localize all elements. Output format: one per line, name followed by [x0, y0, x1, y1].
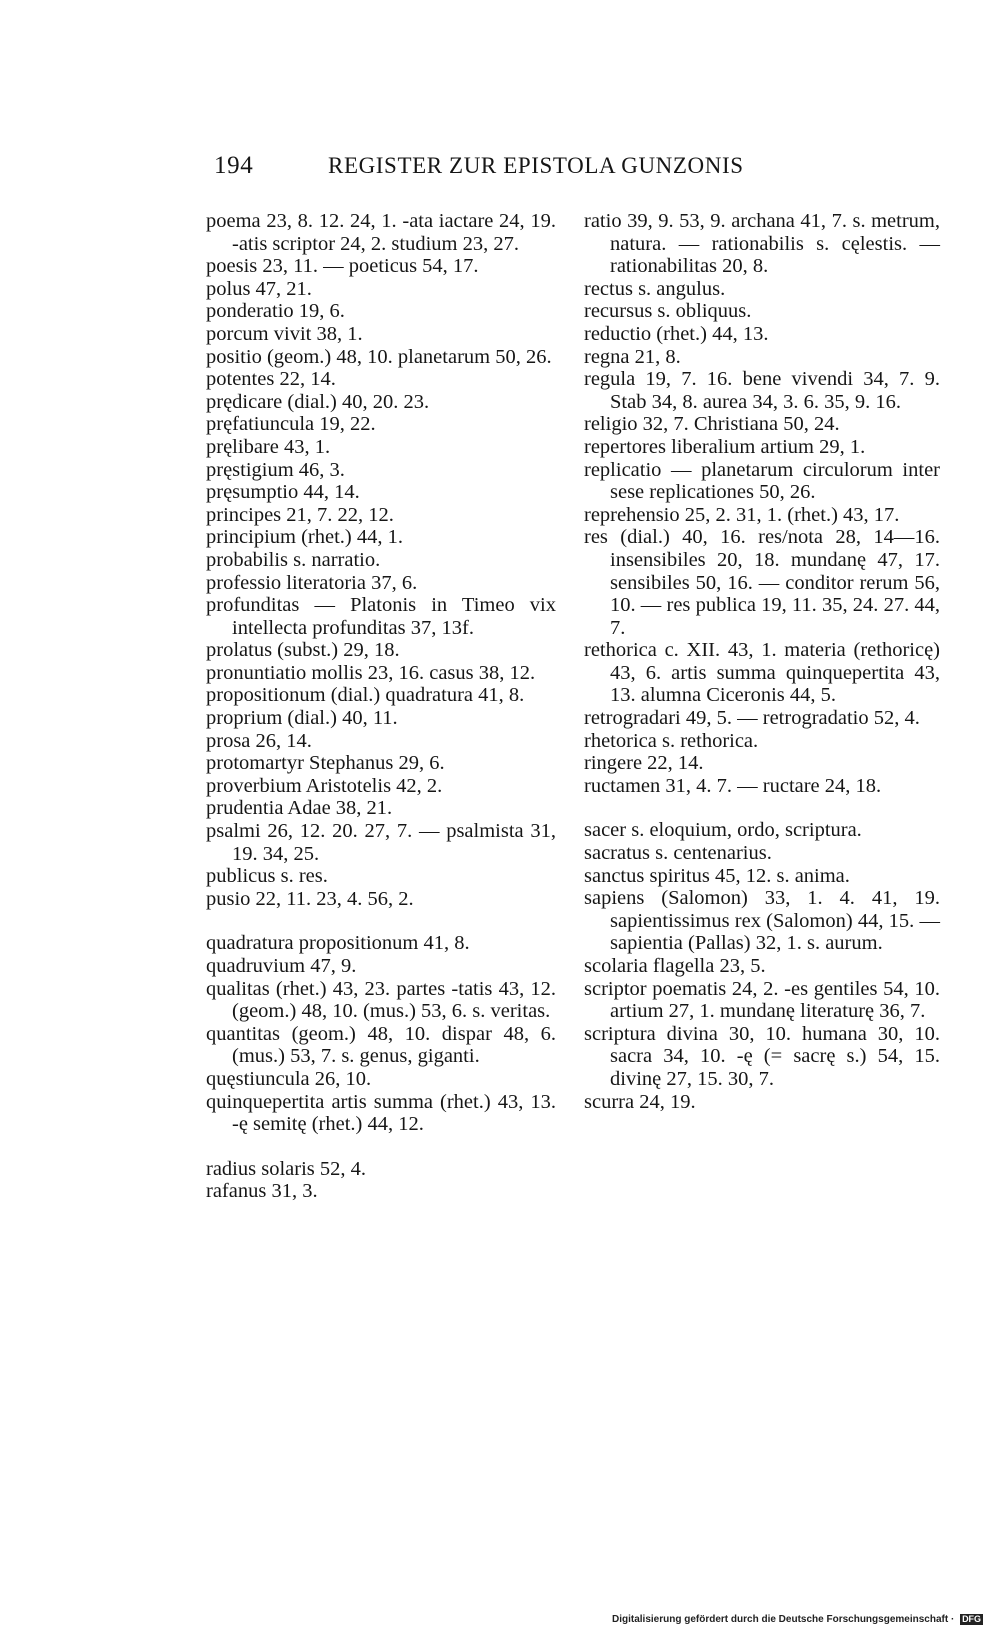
index-entry: sapiens (Salomon) 33, 1. 4. 41, 19. sapientissimus rex (Salomon) 44, 15. — sapientia (Pallas) 32, 1. s. aurum. [584, 887, 940, 955]
index-entry: scolaria flagella 23, 5. [584, 955, 766, 977]
index-entry: res (dial.) 40, 16. res/nota 28, 14—16. insensibiles 20, 18. mundanę 47, 17. sensibiles 50, 16. — conditor rerum 56, 10. — res publica 19, 11. 35, 24. 27. 44, 7. [584, 526, 940, 639]
index-entry: publicus s. res. [206, 865, 328, 888]
index-entry: pręfatiuncula 19, 22. [206, 413, 376, 436]
index-entry: retrogradari 49, 5. — retrogradatio 52, 4. [584, 707, 920, 730]
index-entry: principium (rhet.) 44, 1. [206, 526, 403, 549]
index-entry: protomartyr Stephanus 29, 6. [206, 752, 445, 775]
index-entry: principes 21, 7. 22, 12. [206, 503, 394, 526]
index-entry: quęstiuncula 26, 10. [206, 1067, 372, 1090]
index-entry: regula 19, 7. 16. bene vivendi 34, 7. 9. Stab 34, 8. aurea 34, 3. 6. 35, 9. 16. [584, 368, 940, 413]
index-entry: rectus s. angulus. [584, 277, 726, 300]
index-entry: ructamen 31, 4. 7. — ructare 24, 18. [584, 774, 882, 797]
index-entry: proverbium Aristotelis 42, 2. [206, 774, 443, 797]
index-entry: prędicare (dial.) 40, 20. 23. [206, 390, 430, 413]
index-entry: ponderatio 19, 6. [206, 300, 345, 323]
index-entry: poema 23, 8. 12. 24, 1. -ata iactare 24, 19. -atis scriptor 24, 2. studium 23, 27. [206, 210, 556, 255]
index-entry: profunditas — Platonis in Timeo vix intellecta profunditas 37, 13f. [206, 594, 556, 639]
index-entry: polus 47, 21. [206, 277, 312, 300]
index-entry: pręstigium 46, 3. [206, 458, 345, 481]
index-entry: prolatus (subst.) 29, 18. [206, 639, 400, 662]
index-entry: pręlibare 43, 1. [206, 435, 331, 458]
index-entry: radius solaris 52, 4. [206, 1157, 366, 1180]
index-entry: quantitas (geom.) 48, 10. dispar 48, 6. (mus.) 53, 7. s. genus, giganti. [206, 1022, 556, 1068]
index-entry: repertores liberalium artium 29, 1. [584, 435, 866, 458]
index-entry: pronuntiatio mollis 23, 16. casus 38, 12. [206, 661, 536, 684]
section-gap [584, 797, 940, 819]
index-entry: sanctus spiritus 45, 12. s. anima. [584, 864, 850, 887]
index-entry: prosa 26, 14. [206, 729, 312, 752]
page-number: 194 [214, 152, 254, 179]
index-entry: quadratura propositionum 41, 8. [206, 932, 470, 955]
index-entry: religio 32, 7. Christiana 50, 24. [584, 413, 840, 436]
index-entry: poesis 23, 11. — poeticus 54, 17. [206, 255, 479, 278]
index-entry: scriptor poematis 24, 2. -es gentiles 54, 10. artium 27, 1. mundanę literaturę 36, 7. [584, 977, 940, 1023]
index-entry: propositionum (dial.) quadratura 41, 8. [206, 684, 525, 707]
index-entry: quinquepertita artis summa (rhet.) 43, 13. -ę semitę (rhet.) 44, 12. [206, 1090, 556, 1136]
index-entry: reprehensio 25, 2. 31, 1. (rhet.) 43, 17. [584, 503, 900, 526]
index-entry: prudentia Adae 38, 21. [206, 797, 393, 820]
index-entry: replicatio — planetarum circulorum inter sese replicationes 50, 26. [584, 458, 940, 504]
section-gap [206, 910, 556, 932]
index-entry: scurra 24, 19. [584, 1090, 696, 1113]
index-entry: sacratus s. centenarius. [584, 842, 772, 865]
index-entry: positio (geom.) 48, 10. planetarum 50, 26. [206, 345, 552, 368]
index-column-right [584, 210, 940, 1113]
index-entry: psalmi 26, 12. 20. 27, 7. — psalmista 31, 19. 34, 25. [206, 820, 556, 865]
index-entry: probabilis s. narratio. [206, 548, 381, 571]
index-entry: qualitas (rhet.) 43, 23. partes -tatis 43, 12. (geom.) 48, 10. (mus.) 53, 6. s. veritas. [206, 977, 556, 1023]
index-entry: sacer s. eloquium, ordo, scriptura. [584, 819, 862, 842]
index-entry: proprium (dial.) 40, 11. [206, 707, 398, 730]
index-entry: pusio 22, 11. 23, 4. 56, 2. [206, 887, 414, 910]
index-entry: recursus s. obliquus. [584, 300, 752, 323]
index-entry: porcum vivit 38, 1. [206, 322, 363, 345]
index-entry: scriptura divina 30, 10. humana 30, 10. sacra 34, 10. -ę (= sacrę s.) 54, 15. divinę 27, 15. 30, 7. [584, 1022, 940, 1090]
index-entry: ringere 22, 14. [584, 752, 704, 775]
index-entry: reductio (rhet.) 44, 13. [584, 322, 769, 345]
digitization-credit [612, 1614, 983, 1625]
index-entry: regna 21, 8. [584, 345, 681, 368]
index-entry: rethorica c. XII. 43, 1. materia (rethoricę) 43, 6. artis summa quinquepertita 43, 13. alumna Ciceronis 44, 5. [584, 639, 940, 707]
index-entry: pręsumptio 44, 14. [206, 481, 360, 504]
index-column-left [206, 210, 556, 1203]
index-entry: potentes 22, 14. [206, 368, 336, 391]
index-entry: ratio 39, 9. 53, 9. archana 41, 7. s. metrum, natura. — rationabilis s. cęlestis. — rationabilitas 20, 8. [584, 210, 940, 278]
index-entry: rhetorica s. rethorica. [584, 729, 759, 752]
dfg-logo: DFG [962, 1614, 982, 1624]
index-entry: rafanus 31, 3. [206, 1180, 318, 1203]
index-entry: professio literatoria 37, 6. [206, 571, 418, 594]
index-entry: quadruvium 47, 9. [206, 955, 357, 977]
running-title: REGISTER ZUR EPISTOLA GUNZONIS [328, 153, 744, 178]
section-gap [206, 1136, 556, 1158]
credit-text: Digitalisierung gefördert durch die Deutsche Forschungsgemeinschaft · [612, 1614, 955, 1626]
